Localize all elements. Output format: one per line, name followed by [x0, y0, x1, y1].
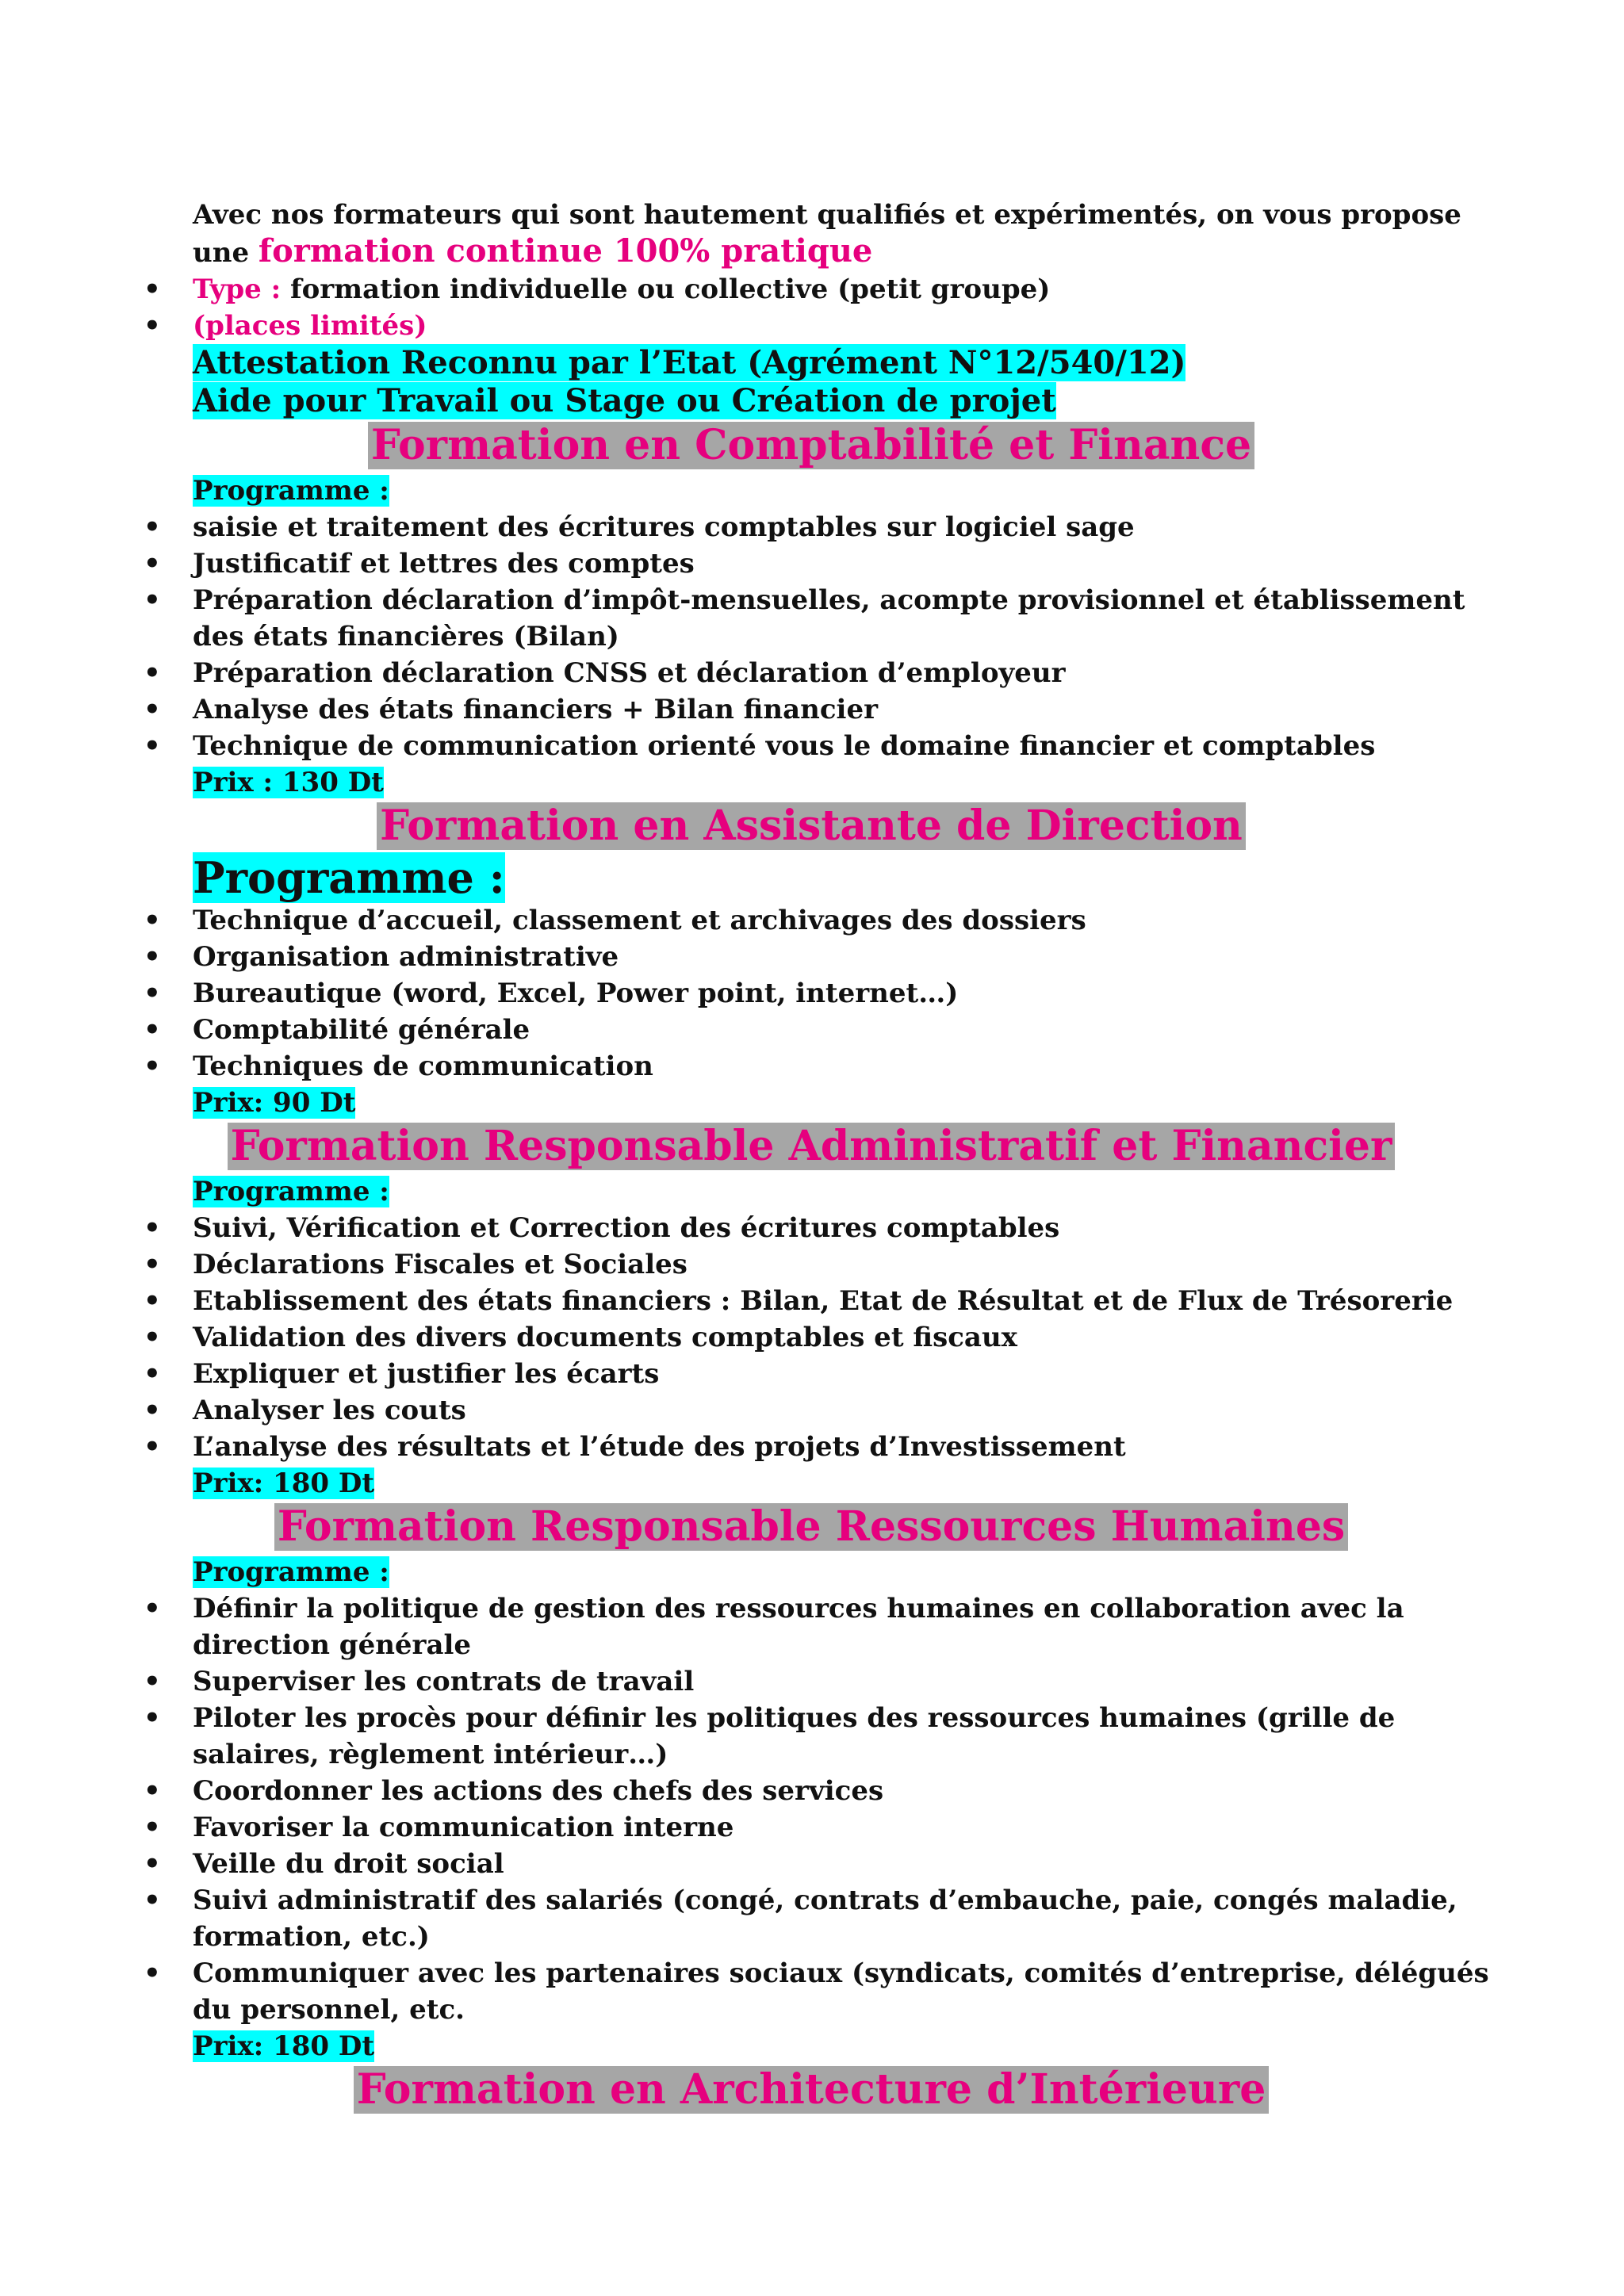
- list-item: • Organisation administrative: [193, 939, 1493, 975]
- list-item: • Expliquer et justifier les écarts: [193, 1356, 1493, 1392]
- bullet-icon: •: [144, 1431, 161, 1463]
- list-item: • Favoriser la communication interne: [193, 1809, 1493, 1846]
- list-item: • Veille du droit social: [193, 1846, 1493, 1882]
- places-bullet: [144, 308, 1493, 344]
- program-label: Programme :: [193, 1556, 389, 1588]
- bullet-icon: •: [144, 1957, 161, 1989]
- bullet-icon: •: [144, 730, 161, 762]
- list-item: • Analyse des états financiers + Bilan financier: [193, 691, 1493, 728]
- section-heading-wrap: [193, 802, 1430, 850]
- bullet-icon: •: [144, 1848, 161, 1880]
- program-list: [144, 1210, 1493, 1465]
- list-item: • Superviser les contrats de travail: [193, 1663, 1493, 1700]
- bullet-icon: •: [144, 1014, 161, 1046]
- section-title: Formation en Comptabilité et Finance: [368, 422, 1254, 469]
- type-label: Type :: [193, 274, 290, 305]
- price-label: Prix: 90 Dt: [193, 1087, 356, 1119]
- bullet-icon: •: [144, 905, 161, 936]
- section-title: Formation en Architecture d’Intérieure: [354, 2066, 1270, 2114]
- bullet-icon: •: [144, 1593, 161, 1624]
- intro-highlight: formation continue 100% pratique: [258, 232, 873, 270]
- list-item: • Coordonner les actions des chefs des services: [193, 1773, 1493, 1809]
- bullet-icon: •: [144, 1322, 161, 1353]
- list-item: • L’analyse des résultats et l’étude des projets d’Investissement: [193, 1429, 1493, 1465]
- section-heading-wrap: [193, 1123, 1430, 1170]
- price-label: Prix: 180 Dt: [193, 2030, 375, 2062]
- bullet-icon: •: [144, 310, 161, 342]
- list-item: • Analyser les couts: [193, 1392, 1493, 1429]
- bullet-icon: •: [144, 511, 161, 543]
- intro-line-2: [193, 233, 1493, 271]
- bullet-icon: •: [144, 1885, 161, 1916]
- bullet-icon: •: [144, 584, 161, 616]
- bullet-icon: •: [144, 274, 161, 305]
- bullet-icon: •: [144, 1812, 161, 1843]
- list-item: • Bureautique (word, Excel, Power point, internet…): [193, 975, 1493, 1012]
- list-item: • Suivi, Vérification et Correction des écritures comptables: [193, 1210, 1493, 1246]
- attestation-line-2: Aide pour Travail ou Stage ou Création de projet: [193, 382, 1056, 419]
- attestation-line-1: Attestation Reconnu par l’Etat (Agrément N°12/540/12): [193, 344, 1186, 381]
- bullet-icon: •: [144, 1285, 161, 1317]
- program-list: [144, 1590, 1493, 2028]
- program-list: [144, 509, 1493, 764]
- bullet-icon: •: [144, 1249, 161, 1280]
- section-title: Formation en Assistante de Direction: [377, 802, 1246, 850]
- list-item: • Etablissement des états financiers : Bilan, Etat de Résultat et de Flux de Trésorerie: [193, 1283, 1493, 1319]
- places-text: (places limités): [193, 310, 427, 342]
- list-item: • Préparation déclaration CNSS et déclaration d’employeur: [193, 655, 1493, 691]
- bullet-icon: •: [144, 657, 161, 689]
- list-item: • Préparation déclaration d’impôt-mensuelles, acompte provisionnel et établissement des états financières (Bilan): [193, 582, 1493, 655]
- intro-prefix: une: [193, 237, 259, 269]
- bullet-icon: •: [144, 1395, 161, 1426]
- list-item: • Technique de communication orienté vous le domaine financier et comptables: [193, 728, 1493, 764]
- bullet-icon: •: [144, 1050, 161, 1082]
- bullet-icon: •: [144, 1358, 161, 1390]
- program-label: Programme :: [193, 852, 505, 903]
- program-label: Programme :: [193, 1176, 389, 1207]
- list-item: • Communiquer avec les partenaires sociaux (syndicats, comités d’entreprise, délégués du personnel, etc.: [193, 1955, 1493, 2028]
- price-label: Prix : 130 Dt: [193, 767, 384, 798]
- list-item: • Validation des divers documents comptables et fiscaux: [193, 1319, 1493, 1356]
- list-item: • Définir la politique de gestion des ressources humaines en collaboration avec la direction générale: [193, 1590, 1493, 1663]
- list-item: • Technique d’accueil, classement et archivages des dossiers: [193, 902, 1493, 939]
- bullet-icon: •: [144, 1212, 161, 1244]
- list-item: • Justificatif et lettres des comptes: [193, 545, 1493, 582]
- bullet-icon: •: [144, 1775, 161, 1807]
- section-heading-wrap: [193, 2066, 1430, 2114]
- list-item: • Suivi administratif des salariés (congé, contrats d’embauche, paie, congés maladie, formation, etc.): [193, 1882, 1493, 1955]
- section-title: Formation Responsable Administratif et Financier: [228, 1123, 1396, 1170]
- list-item: • Techniques de communication: [193, 1048, 1493, 1085]
- list-item: • Déclarations Fiscales et Sociales: [193, 1246, 1493, 1283]
- section-heading-wrap: [193, 422, 1430, 469]
- bullet-icon: •: [144, 548, 161, 580]
- bullet-icon: •: [144, 694, 161, 725]
- list-item: • saisie et traitement des écritures comptables sur logiciel sage: [193, 509, 1493, 545]
- bullet-icon: •: [144, 1666, 161, 1697]
- section-heading-wrap: [193, 1503, 1430, 1551]
- program-label: Programme :: [193, 475, 389, 507]
- price-label: Prix: 180 Dt: [193, 1468, 375, 1499]
- type-bullet: [144, 271, 1493, 308]
- bullet-icon: •: [144, 941, 161, 973]
- bullet-icon: •: [144, 1702, 161, 1734]
- document-content: [144, 197, 1493, 2117]
- intro-line-1: Avec nos formateurs qui sont hautement qualifiés et expérimentés, on vous propose: [193, 199, 1461, 231]
- program-list: [144, 902, 1493, 1085]
- list-item: • Piloter les procès pour définir les politiques des ressources humaines (grille de salaires, règlement intérieur…): [193, 1700, 1493, 1773]
- bullet-icon: •: [144, 978, 161, 1009]
- section-title: Formation Responsable Ressources Humaines: [274, 1503, 1348, 1551]
- list-item: • Comptabilité générale: [193, 1012, 1493, 1048]
- type-text: formation individuelle ou collective (petit groupe): [289, 274, 1051, 305]
